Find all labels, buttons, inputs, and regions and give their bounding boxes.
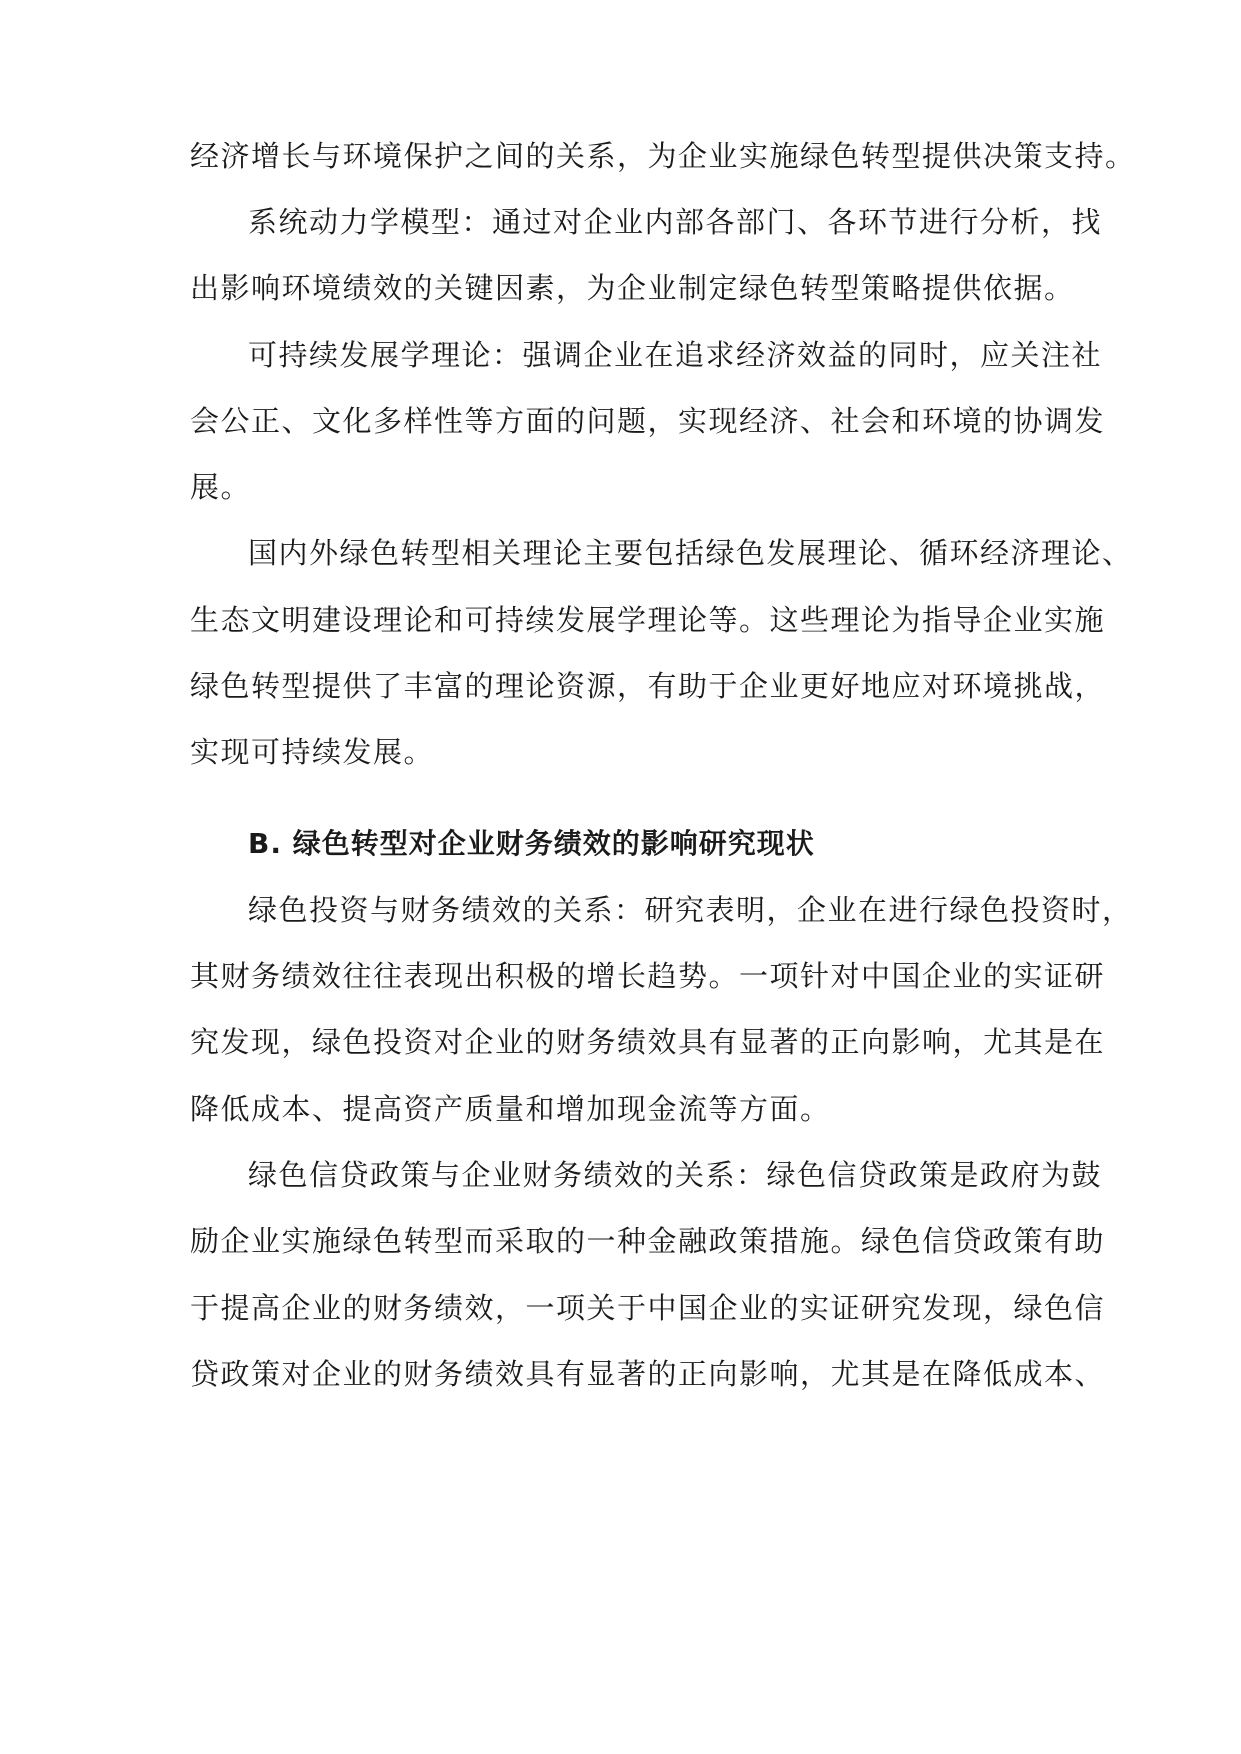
paragraph-line: 国内外绿色转型相关理论主要包括绿色发展理论、循环经济理论、 bbox=[248, 536, 1133, 570]
paragraph-line: 贷政策对企业的财务绩效具有显著的正向影响，尤其是在降低成本、 bbox=[190, 1357, 1106, 1391]
paragraph-line: 展。 bbox=[190, 470, 252, 504]
paragraph-line: 绿色信贷政策与企业财务绩效的关系：绿色信贷政策是政府为鼓 bbox=[248, 1158, 1103, 1192]
paragraph-line: 绿色投资与财务绩效的关系：研究表明，企业在进行绿色投资时， bbox=[248, 893, 1133, 927]
paragraph-line: 生态文明建设理论和可持续发展学理论等。这些理论为指导企业实施 bbox=[190, 603, 1106, 637]
paragraph-line: 于提高企业的财务绩效，一项关于中国企业的实证研究发现，绿色信 bbox=[190, 1291, 1106, 1325]
paragraph-line: 绿色转型提供了丰富的理论资源，有助于企业更好地应对环境挑战， bbox=[190, 669, 1106, 703]
paragraph-line: 出影响环境绩效的关键因素，为企业制定绿色转型策略提供依据。 bbox=[190, 271, 1075, 305]
paragraph-line: 实现可持续发展。 bbox=[190, 735, 435, 769]
paragraph-line: 励企业实施绿色转型而采取的一种金融政策措施。绿色信贷政策有助 bbox=[190, 1224, 1106, 1258]
paragraph-line: 系统动力学模型：通过对企业内部各部门、各环节进行分析，找 bbox=[248, 205, 1103, 239]
paragraph-line: 其财务绩效往往表现出积极的增长趋势。一项针对中国企业的实证研 bbox=[190, 959, 1106, 993]
paragraph-line: 可持续发展学理论：强调企业在追求经济效益的同时，应关注社 bbox=[248, 338, 1103, 372]
paragraph-line: 究发现，绿色投资对企业的财务绩效具有显著的正向影响，尤其是在 bbox=[190, 1025, 1106, 1059]
paragraph-line: 降低成本、提高资产质量和增加现金流等方面。 bbox=[190, 1092, 831, 1126]
section-heading: B. 绿色转型对企业财务绩效的影响研究现状 bbox=[248, 827, 815, 860]
paragraph-line: 经济增长与环境保护之间的关系，为企业实施绿色转型提供决策支持。 bbox=[190, 139, 1136, 173]
paragraph-line: 会公正、文化多样性等方面的问题，实现经济、社会和环境的协调发 bbox=[190, 404, 1106, 438]
